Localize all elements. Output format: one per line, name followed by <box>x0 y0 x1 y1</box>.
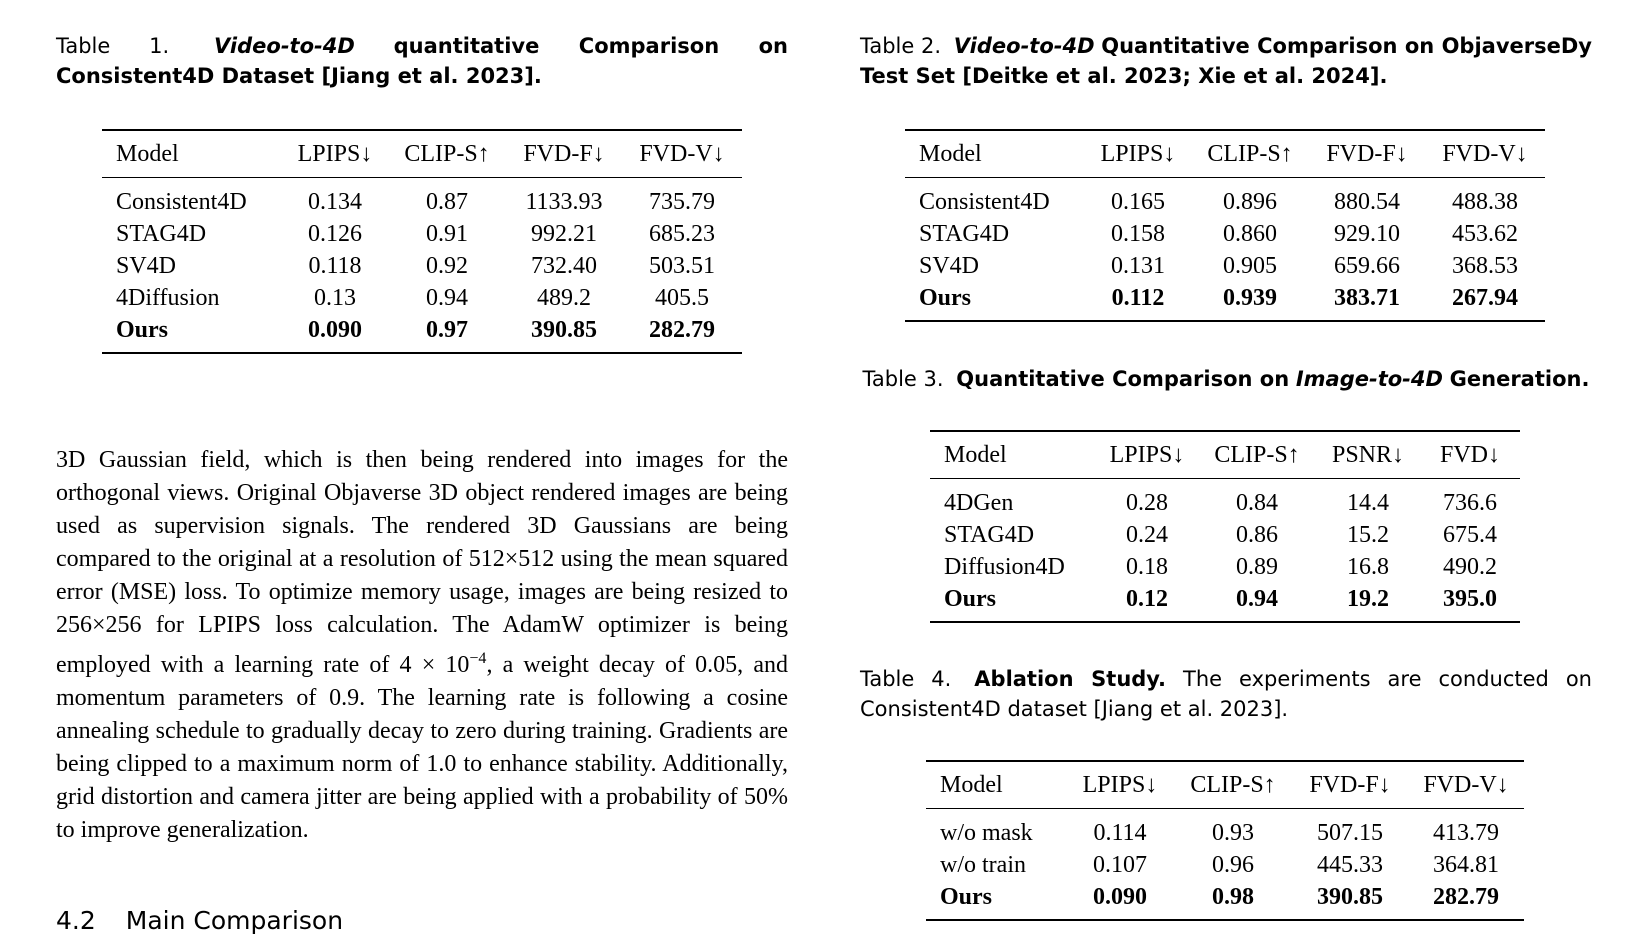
table3-col-model: Model <box>944 441 1007 468</box>
table-cell: SV4D <box>116 252 177 279</box>
table-cell: 445.33 <box>1317 851 1383 878</box>
table-cell: Ours <box>940 883 993 910</box>
table2 <box>905 129 1545 322</box>
table-row <box>926 849 1524 881</box>
table-cell: 675.4 <box>1443 521 1497 548</box>
table2-caption <box>860 31 1592 91</box>
table-cell: 0.13 <box>314 284 356 311</box>
table3 <box>930 430 1520 623</box>
table-cell: Ours <box>919 284 972 311</box>
table-cell: 0.165 <box>1111 188 1165 215</box>
section-title: Main Comparison <box>125 906 344 935</box>
table1-col-fvdf: FVD-F↓ <box>523 140 605 167</box>
table-cell: 0.94 <box>1236 585 1278 612</box>
table4-col-fvdv: FVD-V↓ <box>1423 771 1509 798</box>
table-cell: 0.84 <box>1236 489 1278 516</box>
table4-title-bold: Ablation Study. <box>974 667 1167 691</box>
table-cell: 0.158 <box>1111 220 1165 247</box>
table1-col-clips: CLIP-S↑ <box>404 140 490 167</box>
table-cell: 368.53 <box>1452 252 1518 279</box>
table-row-best <box>905 282 1545 321</box>
table-cell: 0.28 <box>1126 489 1168 516</box>
table-cell: 0.96 <box>1212 851 1254 878</box>
table-cell: 0.112 <box>1111 284 1165 311</box>
table-cell: 489.2 <box>537 284 591 311</box>
table3-col-fvd: FVD↓ <box>1439 441 1500 468</box>
table-cell: STAG4D <box>919 220 1010 247</box>
table4-label: Table 4. <box>860 667 952 691</box>
table-cell: 4Diffusion <box>116 284 220 311</box>
table-cell: 490.2 <box>1443 553 1497 580</box>
table-cell: 4DGen <box>944 489 1014 516</box>
table2-header-row <box>905 130 1545 178</box>
table-cell: 0.87 <box>426 188 468 215</box>
body-exponent: −4 <box>469 650 487 667</box>
table-cell: 0.090 <box>1093 883 1147 910</box>
table-cell: w/o mask <box>940 819 1033 846</box>
table-row <box>905 250 1545 282</box>
body-paragraph <box>56 444 788 847</box>
body-text-after: , a weight decay of 0.05, and momentum parameters of 0.9. The learning rate is following a cosine annealing schedule to gradually decay to zero during training. Gradients are being clipped to a maximum norm of 1.0 to enhance stability. Additionally, grid distortion and camera jitter are being applied with a probability of 50% to improve generalization. <box>56 652 788 843</box>
table-cell: 0.24 <box>1126 521 1168 548</box>
table-cell: 0.86 <box>1236 521 1278 548</box>
table-row <box>930 479 1520 520</box>
table-cell: 659.66 <box>1334 252 1400 279</box>
table2-col-clips: CLIP-S↑ <box>1207 140 1293 167</box>
table-cell: Diffusion4D <box>944 553 1065 580</box>
table-row <box>905 178 1545 219</box>
table-cell: 16.8 <box>1347 553 1389 580</box>
table-cell: STAG4D <box>116 220 207 247</box>
table-cell: 383.71 <box>1334 284 1400 311</box>
table1-col-fvdv: FVD-V↓ <box>639 140 725 167</box>
table-cell: 0.91 <box>426 220 468 247</box>
table-cell: 736.6 <box>1443 489 1497 516</box>
table-cell: 0.896 <box>1223 188 1277 215</box>
table-cell: 503.51 <box>649 252 715 279</box>
table-cell: 0.131 <box>1111 252 1165 279</box>
table2-col-fvdf: FVD-F↓ <box>1326 140 1408 167</box>
table3-col-lpips: LPIPS↓ <box>1109 441 1185 468</box>
table-cell: 0.939 <box>1223 284 1277 311</box>
table-cell: 0.18 <box>1126 553 1168 580</box>
table-cell: STAG4D <box>944 521 1035 548</box>
table4-caption <box>860 664 1592 724</box>
table4-col-fvdf: FVD-F↓ <box>1309 771 1391 798</box>
table2-label: Table 2. <box>860 34 942 58</box>
table1-header-row <box>102 130 742 178</box>
table3-caption <box>860 364 1592 394</box>
section-number: 4.2 <box>56 906 96 935</box>
table3-title-pre: Quantitative Comparison on <box>956 367 1290 391</box>
table-cell: 0.92 <box>426 252 468 279</box>
table-row <box>102 178 742 219</box>
table-cell: 390.85 <box>1317 883 1383 910</box>
table-row-best <box>930 583 1520 622</box>
table-cell: 488.38 <box>1452 188 1518 215</box>
section-heading <box>56 905 343 937</box>
table-cell: 0.12 <box>1126 585 1168 612</box>
table-cell: 413.79 <box>1433 819 1499 846</box>
table-cell: 390.85 <box>531 316 597 343</box>
table3-title-italic: Image-to-4D <box>1295 367 1443 391</box>
table-cell: 735.79 <box>649 188 715 215</box>
table-cell: Ours <box>944 585 997 612</box>
table-cell: 685.23 <box>649 220 715 247</box>
table-row <box>926 809 1524 850</box>
table-cell: 282.79 <box>1433 883 1499 910</box>
table-cell: 15.2 <box>1347 521 1389 548</box>
table-cell: 14.4 <box>1347 489 1389 516</box>
table2-title: Quantitative Comparison on ObjaverseDy Test Set [Deitke et al. 2023; Xie et al. 2024]. <box>860 34 1592 88</box>
table-cell: 0.860 <box>1223 220 1277 247</box>
table-cell: Ours <box>116 316 169 343</box>
table1-col-model: Model <box>116 140 179 167</box>
table1-title-italic: Video-to-4D <box>214 34 355 58</box>
table-cell: 19.2 <box>1347 585 1389 612</box>
table-row <box>930 551 1520 583</box>
table-row-best <box>102 314 742 353</box>
table4-col-lpips: LPIPS↓ <box>1082 771 1158 798</box>
table1-label: Table 1. <box>56 34 170 58</box>
table-cell: 0.090 <box>308 316 362 343</box>
table-cell: 395.0 <box>1443 585 1497 612</box>
table-row <box>102 282 742 314</box>
table-cell: 364.81 <box>1433 851 1499 878</box>
table2-title-italic: Video-to-4D <box>953 34 1095 58</box>
table2-col-fvdv: FVD-V↓ <box>1442 140 1528 167</box>
table-cell: w/o train <box>940 851 1026 878</box>
table-cell: 0.107 <box>1093 851 1147 878</box>
table-cell: 0.89 <box>1236 553 1278 580</box>
table-row <box>930 519 1520 551</box>
table-cell: 0.118 <box>308 252 362 279</box>
table2-col-model: Model <box>919 140 982 167</box>
table3-header-row <box>930 431 1520 479</box>
table3-title-post: Generation. <box>1449 367 1590 391</box>
table3-label: Table 3. <box>862 367 944 391</box>
table-cell: 0.93 <box>1212 819 1254 846</box>
table-cell: 0.114 <box>1093 819 1147 846</box>
table4 <box>926 760 1524 921</box>
table-cell: Consistent4D <box>116 188 247 215</box>
table-cell: 453.62 <box>1452 220 1518 247</box>
body-text-before: 3D Gaussian field, which is then being rendered into images for the orthogonal views. Original Objaverse 3D object rendered images are being used as supervision signals. The rendered 3D Gaussians are being compared to the original at a resolution of 512×512 using the mean squared error (MSE) loss. To optimize memory usage, images are being resized to 256×256 for LPIPS loss calculation. The AdamW optimizer is being employed with a learning rate of 4 × 10 <box>56 447 788 678</box>
table-row <box>102 250 742 282</box>
table-cell: 992.21 <box>531 220 597 247</box>
table-cell: 1133.93 <box>525 188 603 215</box>
table-cell: 0.905 <box>1223 252 1277 279</box>
table1-caption <box>56 31 788 91</box>
table-cell: 267.94 <box>1452 284 1518 311</box>
table-cell: 0.97 <box>426 316 468 343</box>
table-cell: 0.134 <box>308 188 362 215</box>
table4-header-row <box>926 761 1524 809</box>
table-cell: 0.94 <box>426 284 468 311</box>
table3-col-psnr: PSNR↓ <box>1331 441 1405 468</box>
table4-col-model: Model <box>940 771 1003 798</box>
table1-title: quantitative Comparison on Consistent4D Dataset [Jiang et al. 2023]. <box>56 34 788 88</box>
table-row-best <box>926 881 1524 920</box>
table-cell: 0.98 <box>1212 883 1254 910</box>
table2-col-lpips: LPIPS↓ <box>1100 140 1176 167</box>
table1-col-lpips: LPIPS↓ <box>297 140 373 167</box>
table4-title: The experiments are conducted on Consistent4D dataset [Jiang et al. 2023]. <box>860 667 1592 721</box>
table-cell: 507.15 <box>1317 819 1383 846</box>
table-row <box>102 218 742 250</box>
table4-col-clips: CLIP-S↑ <box>1190 771 1276 798</box>
table-cell: 405.5 <box>655 284 709 311</box>
table-cell: 282.79 <box>649 316 715 343</box>
table-cell: 929.10 <box>1334 220 1400 247</box>
table-row <box>905 218 1545 250</box>
table-cell: 0.126 <box>308 220 362 247</box>
table-cell: Consistent4D <box>919 188 1050 215</box>
table1 <box>102 129 742 354</box>
table-cell: 880.54 <box>1334 188 1400 215</box>
table-cell: 732.40 <box>531 252 597 279</box>
table3-col-clips: CLIP-S↑ <box>1214 441 1300 468</box>
table-cell: SV4D <box>919 252 980 279</box>
